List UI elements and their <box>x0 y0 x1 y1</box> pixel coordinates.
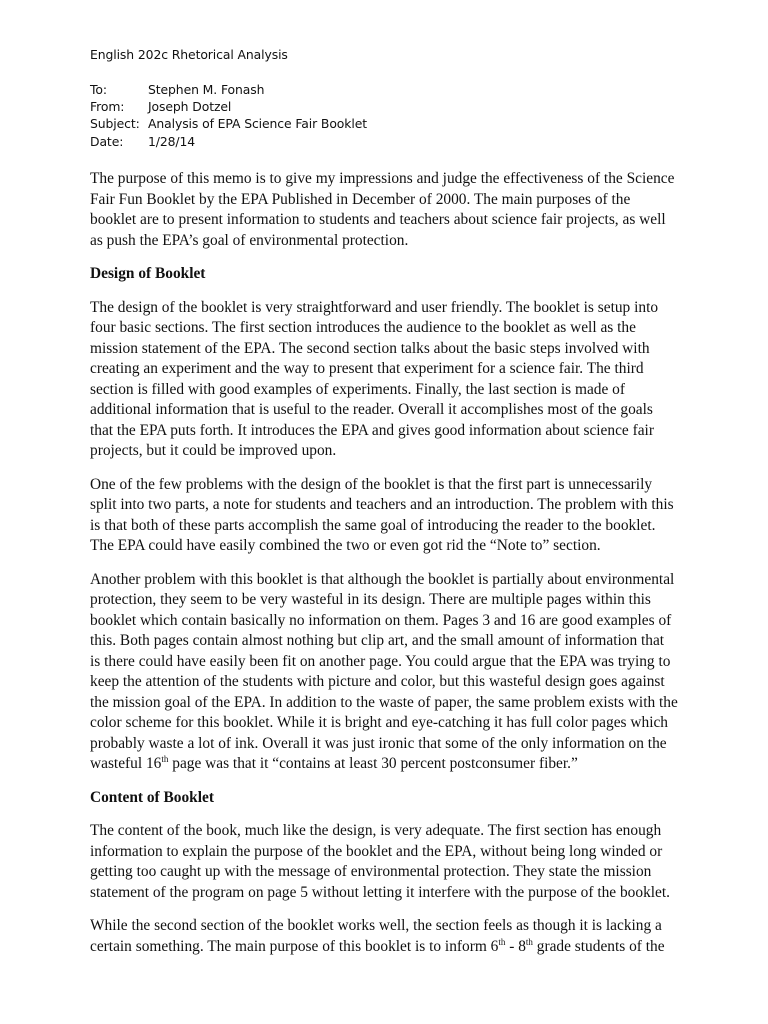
course-title: English 202c Rhetorical Analysis <box>90 47 288 62</box>
memo-date-label: Date: <box>90 133 124 149</box>
design-heading: Design of Booklet <box>90 265 206 282</box>
design-paragraph-1: The design of the booklet is very straightforward and user friendly. The booklet is setup into four basic sections. The first section introduces the audience to the booklet as well as the mission statement of the EPA. The second section talks about the basic steps involved with creating an experiment and the way to present that experiment for a science fair. The third section is filled with good examples of experiments. Finally, the last section is made of additional information that is useful to the reader. Overall it accomplishes most of the goals that the EPA puts forth. It introduces the EPA and gives good information about science fair projects, but it could be improved upon. <box>90 298 659 459</box>
ordinal-suffix: th <box>161 754 169 764</box>
content-paragraph-1: The content of the book, much like the design, is very adequate. The first section has enough information to explain the purpose of the booklet and the EPA, without being long winded or getting too caught up with the message of environmental protection. They state the mission statement of the program on page 5 without letting it interfere with the purpose of the booklet. <box>90 822 670 901</box>
memo-from-value: Joseph Dotzel <box>148 99 232 115</box>
memo-to-value: Stephen M. Fonash <box>148 82 265 97</box>
memo-header <box>90 81 367 150</box>
design-paragraph-2: One of the few problems with the design of the booklet is that the first part is unnecessarily split into two parts, a note for students and teachers and an introduction. The problem with this is that both of these parts accomplish the same goal of introducing the reader to the booklet. The EPA could have easily combined the two or even got rid the “Note to” section. <box>90 475 674 554</box>
intro-paragraph: The purpose of this memo is to give my impressions and judge the effectiveness of the Science Fair Fun Booklet by the EPA Published in December of 2000. The main purposes of the booklet are to present information to students and teachers about science fair projects, as well as push the EPA’s goal of environmental protection. <box>90 170 675 249</box>
memo-subject-label: Subject: <box>90 116 140 132</box>
content-paragraph-2-end: grade students of the <box>532 937 665 955</box>
content-paragraph-2 <box>90 916 678 957</box>
content-paragraph-2-start: While the second section of the booklet works well, the section feels as though it is lacking a certain something. The main purpose of this booklet is to inform 6 <box>90 917 662 955</box>
memo-date-row <box>90 133 367 150</box>
content-paragraph-2-mid: - 8 <box>505 937 526 955</box>
memo-from-label: From: <box>90 99 125 115</box>
design-paragraph-3-start: Another problem with this booklet is that although the booklet is partially about environmental protection, they seem to be very wasteful in its design. There are multiple pages within this booklet which contain basically no information on them. Pages 3 and 16 are good examples of this. Both pages contain almost nothing but clip art, and the small amount of information that is there could have easily been fit on another page. You could argue that the EPA was trying to keep the attention of the students with picture and color, but this wasteful design goes against the mission goal of the EPA. In addition to the waste of paper, the same problem exists with the color scheme for this booklet. While it is bright and eye-catching it has full color pages which probably waste a lot of ink. Overall it was just ironic that some of the only information on the wasteful 16 <box>90 570 678 772</box>
ordinal-suffix: th <box>498 936 506 947</box>
memo-subject-value: Analysis of EPA Science Fair Booklet <box>148 116 367 132</box>
memo-to-row <box>90 81 367 98</box>
design-paragraph-3 <box>90 570 678 775</box>
memo-subject-row <box>90 115 367 132</box>
memo-to-label: To: <box>90 82 107 97</box>
memo-date-value: 1/28/14 <box>148 133 196 149</box>
memo-body <box>90 169 678 970</box>
design-paragraph-3-end: page was that it “contains at least 30 percent postconsumer fiber.” <box>168 755 578 772</box>
ordinal-suffix: th <box>525 936 533 947</box>
memo-from-row <box>90 98 367 115</box>
content-heading: Content of Booklet <box>90 788 214 806</box>
